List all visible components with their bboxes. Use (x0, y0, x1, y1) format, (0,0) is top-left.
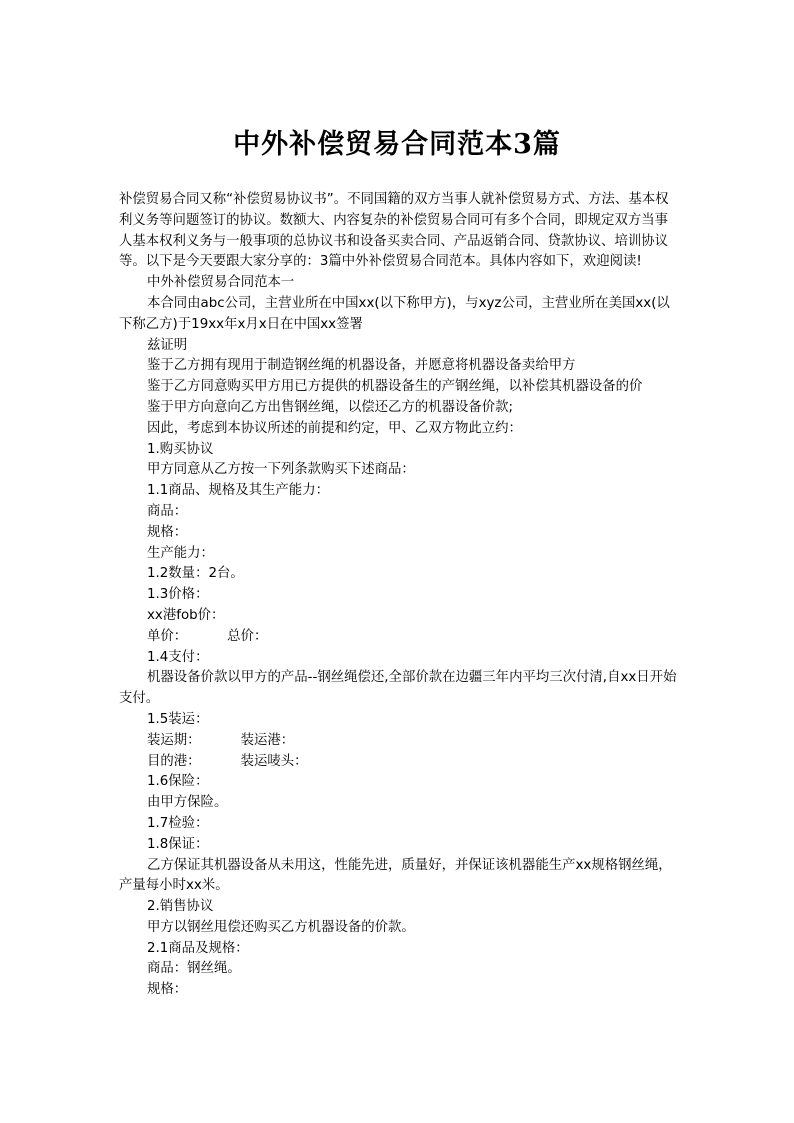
contract-parties-paragraph: 本合同由abc公司，主营业所在中国xx(以下称甲方)，与xyz公司，主营业所在美国xx(以下称乙方)于19xx年x月x日在中国xx签署 (119, 295, 670, 332)
clause-1-5: 1.5装运： (147, 711, 209, 727)
unit-price-label: 单价： (147, 628, 188, 644)
clause-1-text: 甲方同意从乙方按一下列条款购买下述商品： (147, 462, 415, 478)
spec-line-2: 规格： (147, 982, 188, 998)
clause-1-4: 1.4支付： (147, 649, 209, 665)
document-body (119, 190, 679, 1001)
shipment-period-label: 装运期： (147, 732, 201, 748)
whereas-line-2: 鉴于乙方同意购买甲方用已方提供的机器设备生的产钢丝绳，以补偿其机器设备的价 (147, 379, 643, 395)
intro-paragraph: 补偿贸易合同又称“补偿贸易协议书”。不同国籍的双方当事人就补偿贸易方式、方法、基本权利义务等问题签订的协议。数额大、内容复杂的补偿贸易合同可有多个合同，即规定双方当事人基本权利义务与一般事项的总协议书和设备买卖合同、产品返销合同、贷款协议、培训协议等。以下是今天要跟大家分享的：3篇中外补偿贸易合同范本。具体内容如下，欢迎阅读! (119, 192, 669, 270)
destination-port-label: 目的港： (147, 753, 201, 769)
fob-price-line: xx港fob价： (147, 607, 225, 623)
shipment-row-2 (119, 752, 679, 773)
clause-1-heading: 1.购买协议 (147, 441, 214, 457)
document-title: 中外补偿贸易合同范本3篇 (233, 129, 561, 160)
clause-2-heading: 2.销售协议 (147, 899, 214, 915)
clause-1-3: 1.3价格： (147, 587, 209, 603)
clause-1-2: 1.2数量：2台。 (147, 566, 244, 582)
clause-2-1: 2.1商品及规格： (147, 940, 249, 956)
guarantee-paragraph: 乙方保证其机器设备从未用这，性能先进，质量好，并保证该机器能生产xx规格钢丝绳，产量每小时xx米。 (119, 857, 672, 894)
payment-paragraph: 机器设备价款以甲方的产品--钢丝绳偿还,全部价款在边疆三年内平均三次付清,自xx日开始支付。 (119, 670, 677, 707)
section-heading-contract-one: 中外补偿贸易合同范本一 (147, 275, 295, 291)
shipment-row-1 (119, 731, 679, 752)
clause-1-6: 1.6保险： (147, 774, 209, 790)
clause-1-1: 1.1商品、规格及其生产能力： (147, 483, 329, 499)
whereas-line-3: 鉴于甲方向意向乙方出售钢丝绳，以偿还乙方的机器设备价款; (147, 399, 514, 415)
total-price-label: 总价： (227, 628, 268, 644)
loading-port-label: 装运港： (240, 732, 295, 748)
clause-1-8: 1.8保证： (147, 836, 209, 852)
insurance-text: 由甲方保险。 (147, 795, 228, 811)
shipping-mark-label: 装运唛头： (240, 753, 308, 769)
capacity-line: 生产能力： (147, 545, 214, 561)
whereas-line-1: 鉴于乙方拥有现用于制造钢丝绳的机器设备，并愿意将机器设备卖给甲方 (147, 358, 576, 374)
clause-2-text: 甲方以钢丝甩偿还购买乙方机器设备的价款。 (147, 919, 415, 935)
spec-line: 规格： (147, 524, 188, 540)
agreement-line: 因此，考虑到本协议所述的前提和约定，甲、乙双方物此立约： (147, 420, 522, 436)
price-row (119, 627, 679, 648)
commodity-rope-line: 商品：钢丝绳。 (147, 961, 241, 977)
witness-line: 兹证明 (147, 337, 188, 353)
clause-1-7: 1.7检验： (147, 815, 209, 831)
commodity-line: 商品： (147, 503, 188, 519)
